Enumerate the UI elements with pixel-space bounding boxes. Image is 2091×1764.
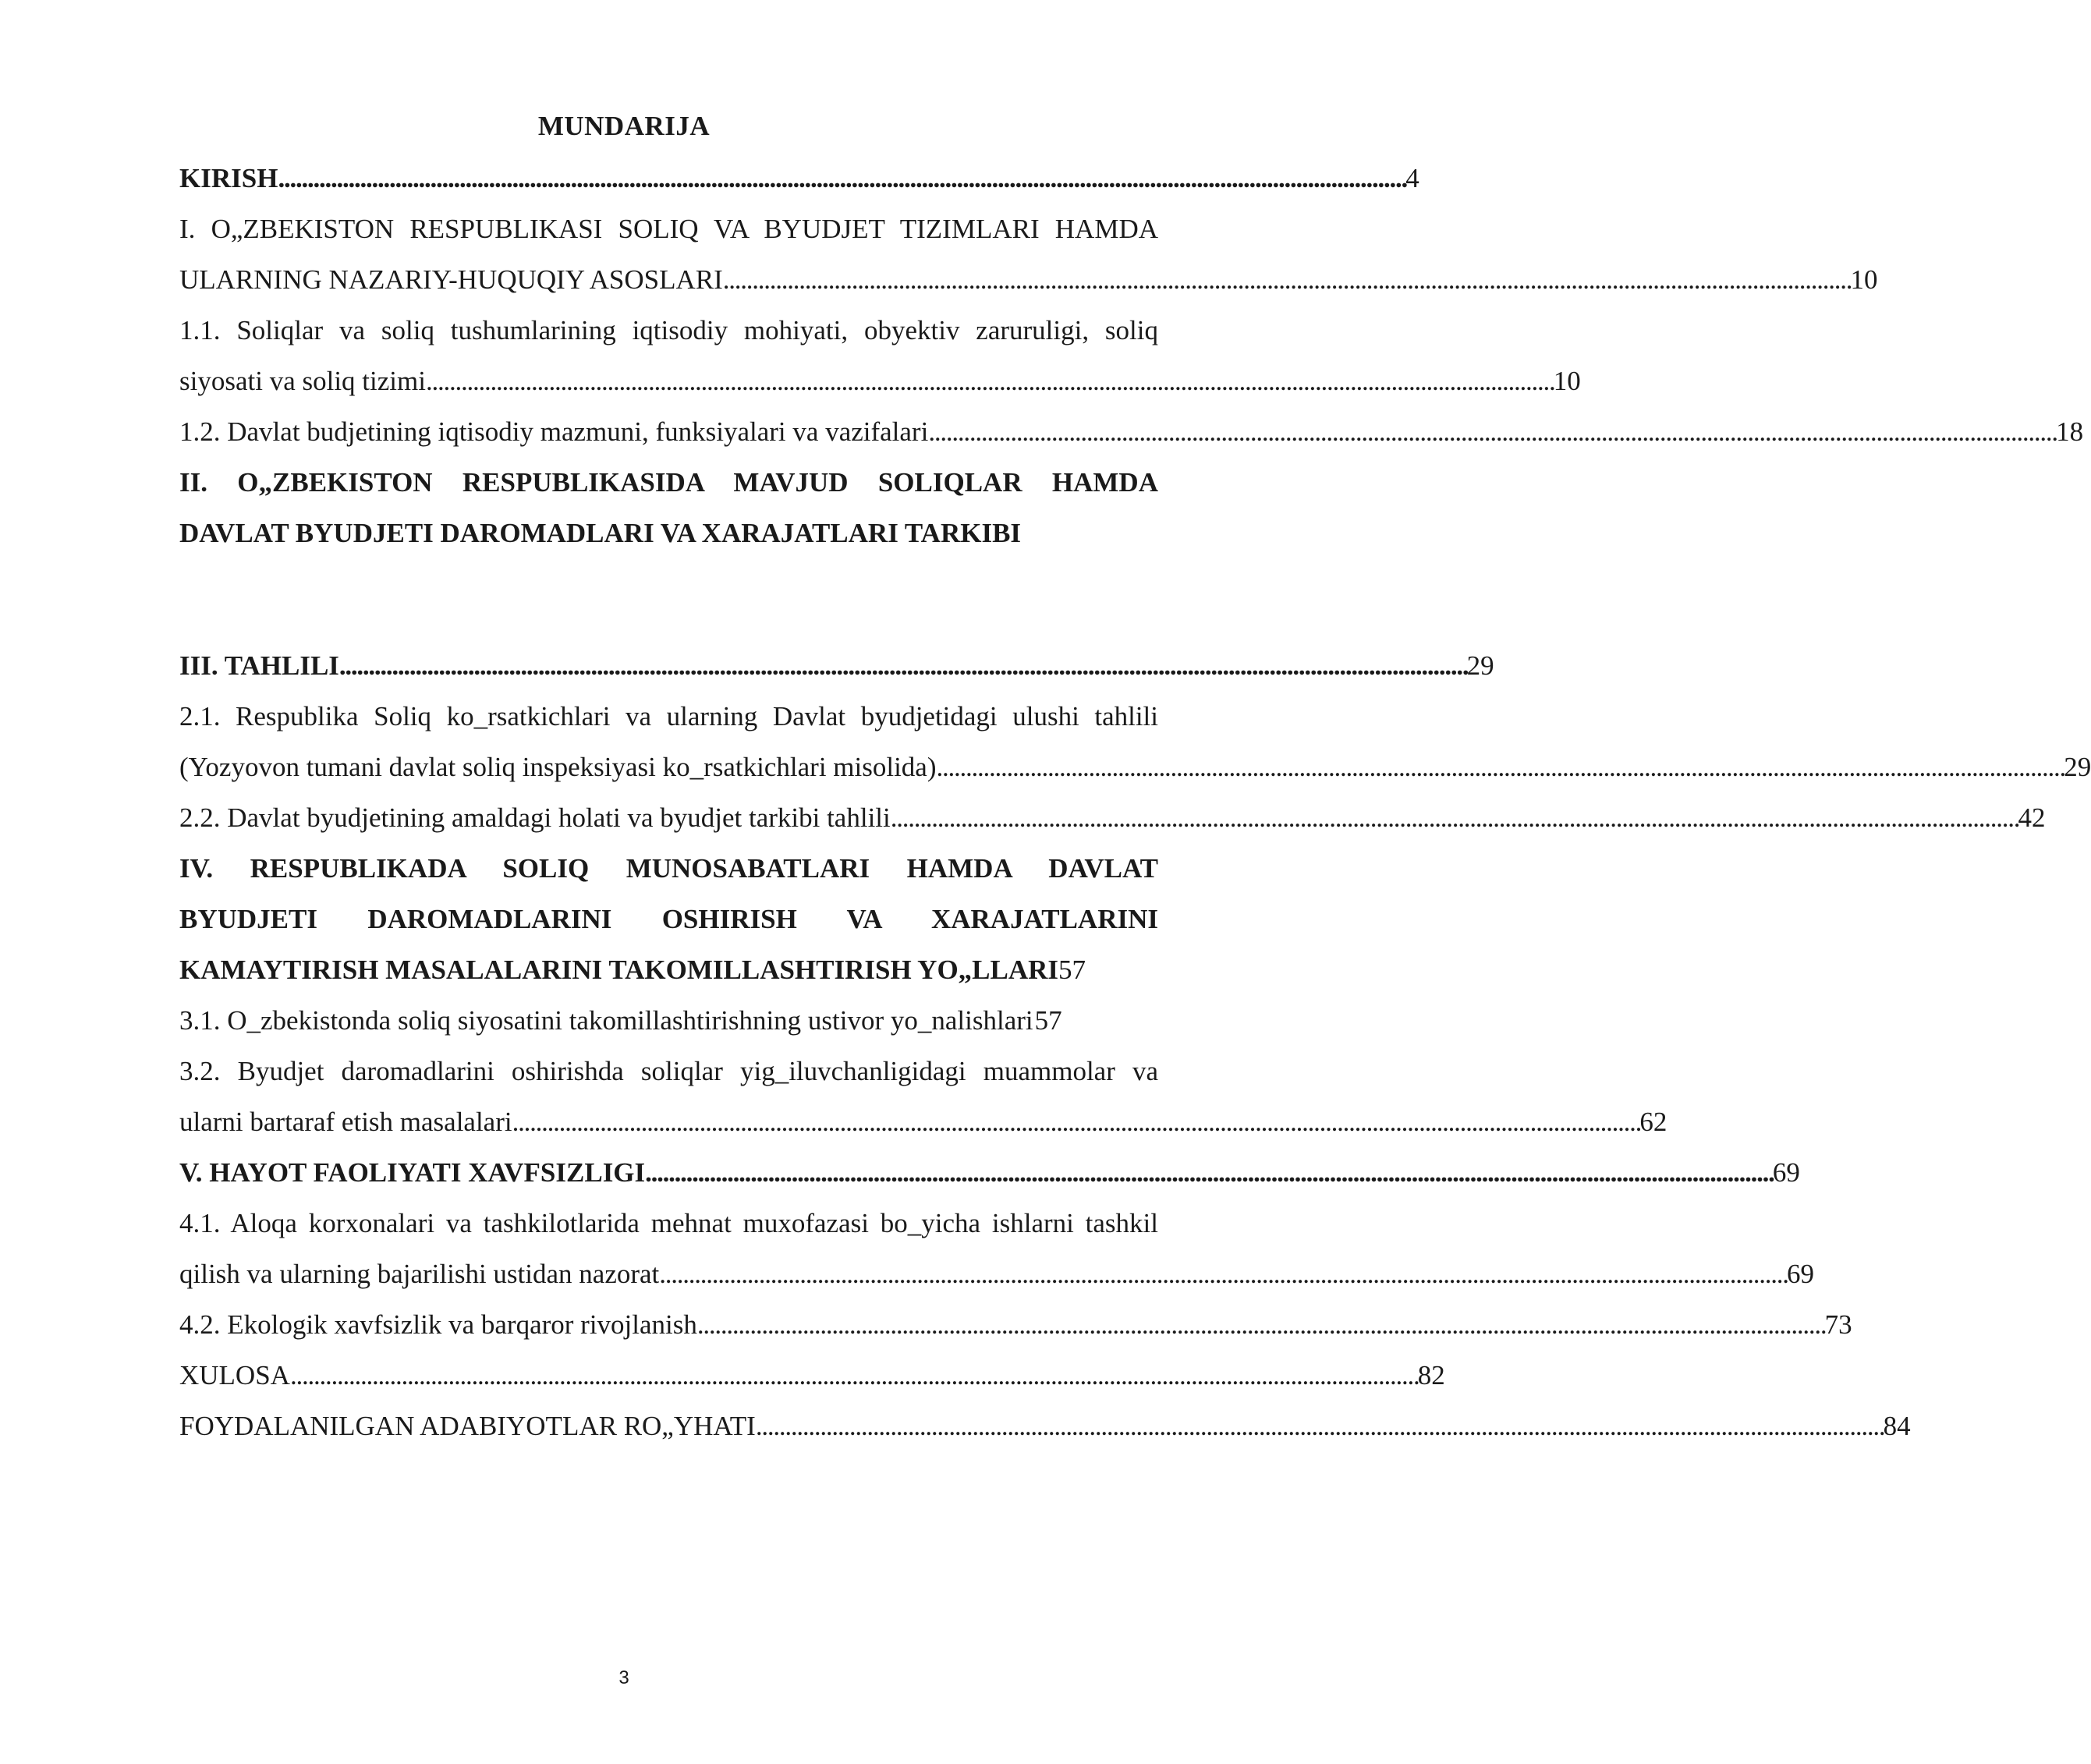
toc-entry-adabiyotlar[interactable] <box>179 1401 1911 1451</box>
toc-page-number: 29 <box>1466 650 1494 681</box>
toc-entry-text: DAVLAT BYUDJETI DAROMADLARI VA XARAJATLARI TARKIBI <box>179 518 1022 548</box>
toc-entry-text: IV. RESPUBLIKADA SOLIQ MUNOSABATLARI HAMDA DAVLAT <box>179 853 1158 884</box>
toc-entry-text: 2.2. Davlat byudjetining amaldagi holati va byudjet tarkibi tahlili <box>179 802 891 833</box>
toc-page-number: 10 <box>1850 264 1878 295</box>
toc-page-number: 84 <box>1883 1411 1911 1441</box>
toc-section-2-1-line-2[interactable] <box>179 742 2091 792</box>
toc-entry-text: 3.2. Byudjet daromadlarini oshirishda soliqlar yig_iluvchanligidagi muammolar va <box>179 1056 1158 1086</box>
leader-dots <box>697 1299 1823 1350</box>
toc-section-3-2-line-2[interactable] <box>179 1096 1667 1147</box>
toc-page-number: 18 <box>2056 416 2084 447</box>
toc-chapter-2-line-1[interactable] <box>179 457 1158 508</box>
toc-entry-text: siyosati va soliq tizimi <box>179 366 426 396</box>
toc-page-number: 62 <box>1639 1107 1667 1137</box>
toc-entry-text: 3.1. O_zbekistonda soliq siyosatini takomillashtirishning ustivor yo_nalishlari <box>179 1005 1033 1036</box>
toc-entry-text: 4.1. Aloqa korxonalari va tashkilotlarida mehnat muxofazasi bo_yicha ishlarni tashkil <box>179 1208 1158 1238</box>
toc-section-1-2[interactable] <box>179 406 2084 457</box>
leader-dots <box>512 1096 1639 1147</box>
toc-entry-text: (Yozyovon tumani davlat soliq inspeksiyasi ko_rsatkichlari misolida) <box>179 752 937 782</box>
toc-page-number: 69 <box>1787 1259 1815 1289</box>
toc-entry-text: XULOSA <box>179 1360 290 1390</box>
toc-page-number: 82 <box>1417 1360 1445 1390</box>
leader-dots <box>928 406 2054 457</box>
toc-section-2-1-line-1[interactable] <box>179 691 1158 742</box>
toc-entry-text: II. O„ZBEKISTON RESPUBLIKASIDA MAVJUD SOLIQLAR HAMDA <box>179 467 1158 498</box>
toc-entry-text: V. HAYOT FAOLIYATI XAVFSIZLIGI <box>179 1157 646 1188</box>
toc-page-number: 4 <box>1405 163 1419 193</box>
toc-page-number: 57 <box>1034 1005 1062 1036</box>
leader-dots <box>278 153 1404 204</box>
toc-section-3-1[interactable] <box>179 995 1158 1046</box>
toc-chapter-2-line-2[interactable] <box>179 508 1158 558</box>
toc-entry-text: 1.2. Davlat budjetining iqtisodiy mazmuni, funksiyalari va vazifalari <box>179 416 929 447</box>
toc-section-4-2[interactable] <box>179 1299 1852 1350</box>
page-number: 3 <box>618 1667 629 1688</box>
leader-dots <box>756 1401 1882 1451</box>
toc-chapter-1-line-2[interactable] <box>179 254 1878 305</box>
toc-entry-text: I. O„ZBEKISTON RESPUBLIKASI SOLIQ VA BYUDJET TIZIMLARI HAMDA <box>179 214 1158 244</box>
toc-page-number: 57 <box>1058 955 1086 985</box>
toc-entry-text: 2.1. Respublika Soliq ko_rsatkichlari va ularning Davlat byudjetidagi ulushi tahlili <box>179 701 1158 731</box>
toc-chapter-4-line-1[interactable] <box>179 843 1158 894</box>
toc-chapter-4-line-3[interactable] <box>179 944 1158 995</box>
toc-entry-text: BYUDJETI DAROMADLARINI OSHIRISH VA XARAJATLARINI <box>179 904 1158 934</box>
leader-dots <box>290 1350 1416 1401</box>
leader-dots <box>339 640 1465 691</box>
toc-section-1-1-line-1[interactable] <box>179 305 1158 356</box>
toc-chapter-4-line-2[interactable] <box>179 894 1158 944</box>
leader-dots <box>937 742 2063 792</box>
leader-dots <box>723 254 1849 305</box>
toc-entry-text: FOYDALANILGAN ADABIYOTLAR RO„YHATI <box>179 1411 756 1441</box>
toc-page-number: 69 <box>1772 1157 1800 1188</box>
toc-section-2-2[interactable] <box>179 792 2046 843</box>
leader-dots <box>645 1147 1771 1198</box>
toc-section-1-1-line-2[interactable] <box>179 356 1581 406</box>
toc-entry-kirish[interactable] <box>179 153 1419 204</box>
toc-chapter-3[interactable] <box>179 640 1494 691</box>
toc-entry-xulosa[interactable] <box>179 1350 1445 1401</box>
toc-entry-text: KIRISH <box>179 163 278 193</box>
toc-entry-text: KAMAYTIRISH MASALALARINI TAKOMILLASHTIRISH YO„LLARI <box>179 955 1059 985</box>
toc-page-number: 10 <box>1553 366 1581 396</box>
toc-page-number: 29 <box>2064 752 2091 782</box>
toc-section-4-1-line-1[interactable] <box>179 1198 1158 1249</box>
toc-entry-text: ularni bartaraf etish masalalari <box>179 1107 512 1137</box>
toc-entry-text: III. TAHLILI <box>179 650 339 681</box>
blank-gap <box>179 558 1158 640</box>
toc-entry-text: qilish va ularning bajarilishi ustidan nazorat <box>179 1259 660 1289</box>
toc-entry-text: 1.1. Soliqlar va soliq tushumlarining iqtisodiy mohiyati, obyektiv zaruruligi, soliq <box>179 315 1158 345</box>
toc-chapter-5[interactable] <box>179 1147 1800 1198</box>
toc-page-number: 73 <box>1824 1309 1852 1340</box>
leader-dots <box>891 792 2017 843</box>
toc-title: MUNDARIJA <box>537 111 711 141</box>
toc-section-4-1-line-2[interactable] <box>179 1249 1815 1299</box>
leader-dots <box>426 356 1552 406</box>
table-of-contents <box>179 153 2091 1451</box>
toc-section-3-2-line-1[interactable] <box>179 1046 1158 1096</box>
toc-chapter-1-line-1[interactable] <box>179 204 1158 254</box>
toc-entry-text: ULARNING NAZARIY-HUQUQIY ASOSLARI <box>179 264 723 295</box>
leader-dots <box>659 1249 1785 1299</box>
toc-entry-text: 4.2. Ekologik xavfsizlik va barqaror rivojlanish <box>179 1309 697 1340</box>
toc-page-number: 42 <box>2018 802 2046 833</box>
